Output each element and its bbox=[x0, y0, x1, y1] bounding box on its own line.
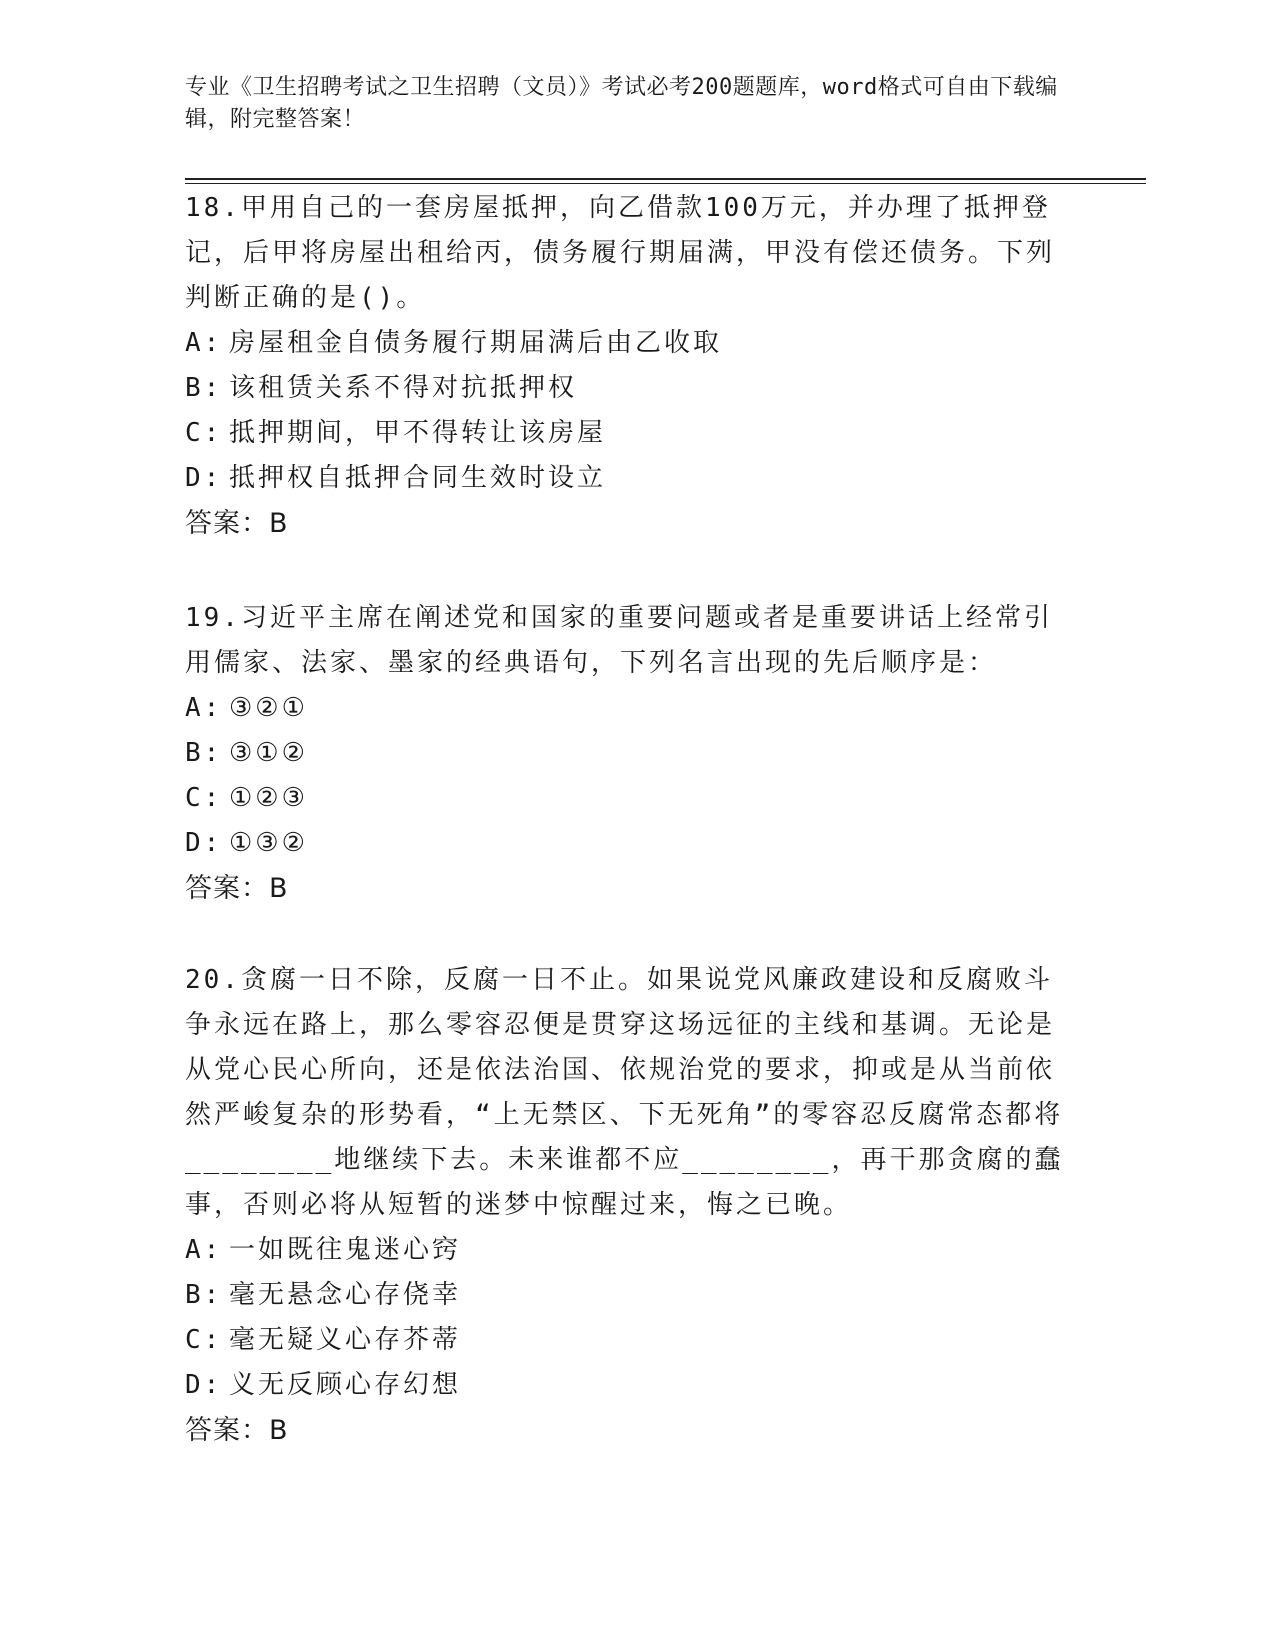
option-b bbox=[185, 366, 1065, 411]
option-a bbox=[185, 686, 1065, 731]
option-c bbox=[185, 411, 1065, 456]
option-c bbox=[185, 776, 1065, 821]
option-d bbox=[185, 1363, 1065, 1408]
option-text: 房屋租金自债务履行期届满后由乙收取 bbox=[229, 328, 723, 358]
option-label: D: bbox=[185, 828, 223, 858]
option-a bbox=[185, 1228, 1065, 1273]
option-text: ①③② bbox=[229, 828, 308, 858]
option-text: ①②③ bbox=[229, 783, 308, 813]
option-text: 毫无疑义心存芥蒂 bbox=[229, 1325, 462, 1355]
option-text: 一如既往鬼迷心窍 bbox=[229, 1235, 462, 1265]
option-b bbox=[185, 1273, 1065, 1318]
option-label: A: bbox=[185, 1235, 223, 1265]
option-label: A: bbox=[185, 693, 223, 723]
header-divider-thin bbox=[185, 183, 1146, 184]
option-text: 毫无悬念心存侥幸 bbox=[229, 1280, 462, 1310]
option-text: 该租赁关系不得对抗抵押权 bbox=[229, 373, 578, 403]
option-text: 义无反顾心存幻想 bbox=[229, 1370, 462, 1400]
option-c bbox=[185, 1318, 1065, 1363]
header-divider-thick bbox=[185, 178, 1146, 180]
option-text: ③①② bbox=[229, 738, 308, 768]
question-19 bbox=[185, 596, 1065, 911]
option-label: C: bbox=[185, 783, 223, 813]
option-b bbox=[185, 731, 1065, 776]
option-label: B: bbox=[185, 1280, 223, 1310]
answer-line: 答案：B bbox=[185, 1415, 289, 1446]
option-label: C: bbox=[185, 418, 223, 448]
option-text: ③②① bbox=[229, 693, 308, 723]
question-20 bbox=[185, 958, 1065, 1453]
option-label: B: bbox=[185, 373, 223, 403]
option-label: D: bbox=[185, 463, 223, 493]
option-label: A: bbox=[185, 328, 223, 358]
option-label: C: bbox=[185, 1325, 223, 1355]
option-text: 抵押期间，甲不得转让该房屋 bbox=[229, 418, 607, 448]
option-label: B: bbox=[185, 738, 223, 768]
answer-line: 答案：B bbox=[185, 508, 289, 539]
question-18 bbox=[185, 186, 1065, 546]
answer-line: 答案：B bbox=[185, 873, 289, 904]
option-text: 抵押权自抵押合同生效时设立 bbox=[229, 463, 607, 493]
option-d bbox=[185, 456, 1065, 501]
question-stem: 19.习近平主席在阐述党和国家的重要问题或者是重要讲话上经常引用儒家、法家、墨家的经典语句，下列名言出现的先后顺序是： bbox=[185, 603, 1053, 678]
question-stem: 18.甲用自己的一套房屋抵押，向乙借款100万元，并办理了抵押登记，后甲将房屋出租给丙，债务履行期届满，甲没有偿还债务。下列判断正确的是()。 bbox=[185, 193, 1056, 313]
option-d bbox=[185, 821, 1065, 866]
document-header-title: 专业《卫生招聘考试之卫生招聘（文员）》考试必考200题题库，word格式可自由下载编辑，附完整答案！ bbox=[185, 75, 1058, 132]
option-label: D: bbox=[185, 1370, 223, 1400]
question-stem: 20.贪腐一日不除，反腐一日不止。如果说党风廉政建设和反腐败斗争永远在路上，那么零容忍便是贯穿这场远征的主线和基调。无论是从党心民心所向，还是依法治国、依规治党的要求，抑或是从当前依然严峻复杂的形势看，“上无禁区、下无死角”的零容忍反腐常态都将________地继续下去。未来谁都不应________，再干那贪腐的蠢事，否则必将从短暂的迷梦中惊醒过来，悔之已晚。 bbox=[185, 965, 1064, 1220]
option-a bbox=[185, 321, 1065, 366]
